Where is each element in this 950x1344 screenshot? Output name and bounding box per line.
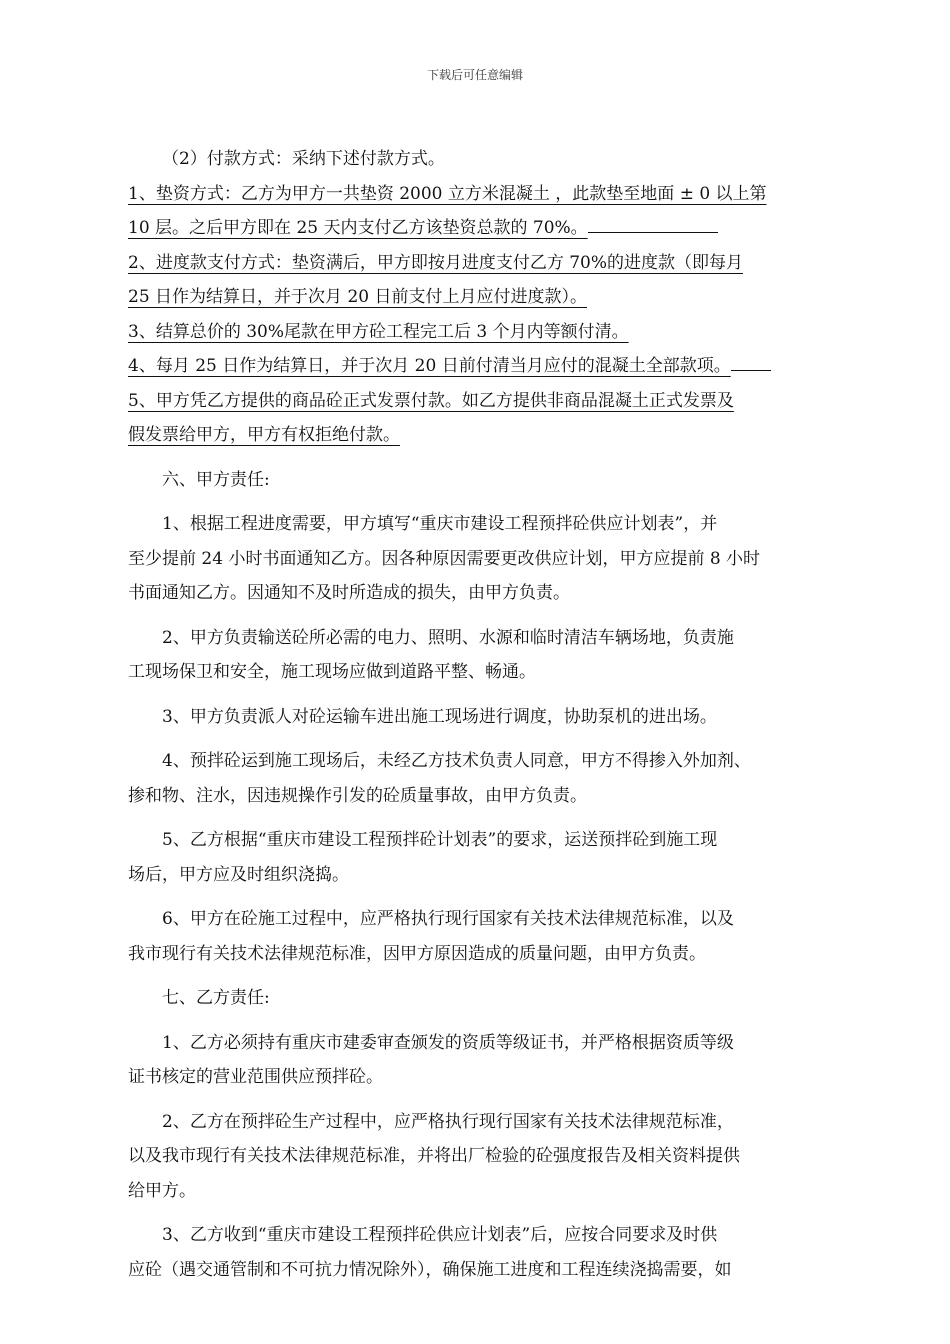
party-b-paragraph xyxy=(128,1218,828,1287)
paragraph-line: 2、乙方在预拌砼生产过程中，应严格执行现行国家有关技术法律规范标准， xyxy=(162,1111,734,1132)
document-body xyxy=(128,142,828,1287)
party-a-title: 六、甲方责任: xyxy=(162,469,270,490)
paragraph-line: 3、甲方负责派人对砼运输车进出施工现场进行调度，协助泵机的进出场。 xyxy=(162,706,717,727)
paragraph-line: 5、乙方根据“重庆市建设工程预拌砼计划表”的要求，运送预拌砼到施工现 xyxy=(162,830,718,850)
party-a-paragraph xyxy=(128,744,828,813)
party-a-paragraph xyxy=(128,507,828,611)
payment-item xyxy=(128,315,828,350)
payment-item xyxy=(128,384,828,453)
paragraph-line: 1、乙方必须持有重庆市建委审查颁发的资质等级证书，并严格根据资质等级 xyxy=(162,1032,734,1053)
payment-item-line: 3、结算总价的 30%尾款在甲方砼工程完工后 3 个月内等额付清。 xyxy=(128,321,629,342)
paragraph-line: 掺和物、注水，因违规操作引发的砼质量事故，由甲方负责。 xyxy=(128,785,587,806)
paragraph-line: 至少提前 24 小时书面通知乙方。因各种原因需要更改供应计划，甲方应提前 8 小时 xyxy=(128,548,761,569)
payment-item-line: 4、每月 25 日作为结算日，并于次月 20 日前付清当月应付的混凝土全部款项。 xyxy=(128,356,731,376)
page-header: 下载后可任意编辑 xyxy=(426,68,523,82)
party-b-paragraph xyxy=(128,1105,828,1209)
paragraph-line: 给甲方。 xyxy=(128,1180,196,1201)
paragraph-line: 证书核定的营业范围供应预拌砼。 xyxy=(128,1067,383,1087)
party-a-paragraph xyxy=(128,621,828,690)
party-a-paragraph xyxy=(128,823,828,892)
payment-item-line: 假发票给甲方，甲方有权拒绝付款。 xyxy=(128,425,400,445)
payment-item-line: 1、垫资方式：乙方为甲方一共垫资 2000 立方米混凝土 ，此款垫至地面 ± 0 以上第 xyxy=(128,183,767,204)
payment-item-line: 10 层。之后甲方即在 25 天内支付乙方该垫资总款的 70%。 xyxy=(128,218,588,238)
paragraph-line: 3、乙方收到“重庆市建设工程预拌砼供应计划表”后，应按合同要求及时供 xyxy=(162,1225,718,1245)
paragraph-line: 书面通知乙方。因通知不及时所造成的损失，由甲方负责。 xyxy=(128,583,570,603)
party-a-paragraph xyxy=(128,902,828,971)
paragraph-line: 2、甲方负责输送砼所必需的电力、照明、水源和临时清洁车辆场地，负责施 xyxy=(162,627,734,648)
paragraph-line: 我市现行有关技术法律规范标准，因甲方原因造成的质量问题，由甲方负责。 xyxy=(128,943,706,964)
paragraph-line: 工现场保卫和安全，施工现场应做到道路平整、畅通。 xyxy=(128,662,536,682)
paragraph-line: 1、根据工程进度需要，甲方填写“重庆市建设工程预拌砼供应计划表”，并 xyxy=(162,514,718,534)
party-b-paragraph xyxy=(128,1026,828,1095)
paragraph-line: 场后，甲方应及时组织浇捣。 xyxy=(128,864,349,885)
party-a-paragraph xyxy=(128,700,828,735)
paragraph-line: 应砼（遇交通管制和不可抗力情况除外），确保施工进度和工程连续浇捣需要，如 xyxy=(128,1259,732,1280)
payment-item xyxy=(128,349,828,384)
payment-title: （2）付款方式：采纳下述付款方式。 xyxy=(162,149,445,169)
payment-item xyxy=(128,177,828,246)
paragraph-line: 4、预拌砼运到施工现场后，未经乙方技术负责人同意，甲方不得掺入外加剂、 xyxy=(162,751,751,771)
paragraph-line: 6、甲方在砼施工过程中，应严格执行现行国家有关技术法律规范标准，以及 xyxy=(162,909,734,929)
party-b-title: 七、乙方责任: xyxy=(162,988,270,1008)
payment-item xyxy=(128,246,828,315)
payment-item-line: 5、甲方凭乙方提供的商品砼正式发票付款。如乙方提供非商品混凝土正式发票及 xyxy=(128,390,734,411)
paragraph-line: 以及我市现行有关技术法律规范标准，并将出厂检验的砼强度报告及相关资料提供 xyxy=(128,1146,740,1166)
payment-item-line: 2、进度款支付方式：垫资满后，甲方即按月进度支付乙方 70%的进度款（即每月 xyxy=(128,252,744,273)
payment-item-line: 25 日作为结算日，并于次月 20 日前支付上月应付进度款）。 xyxy=(128,287,587,307)
